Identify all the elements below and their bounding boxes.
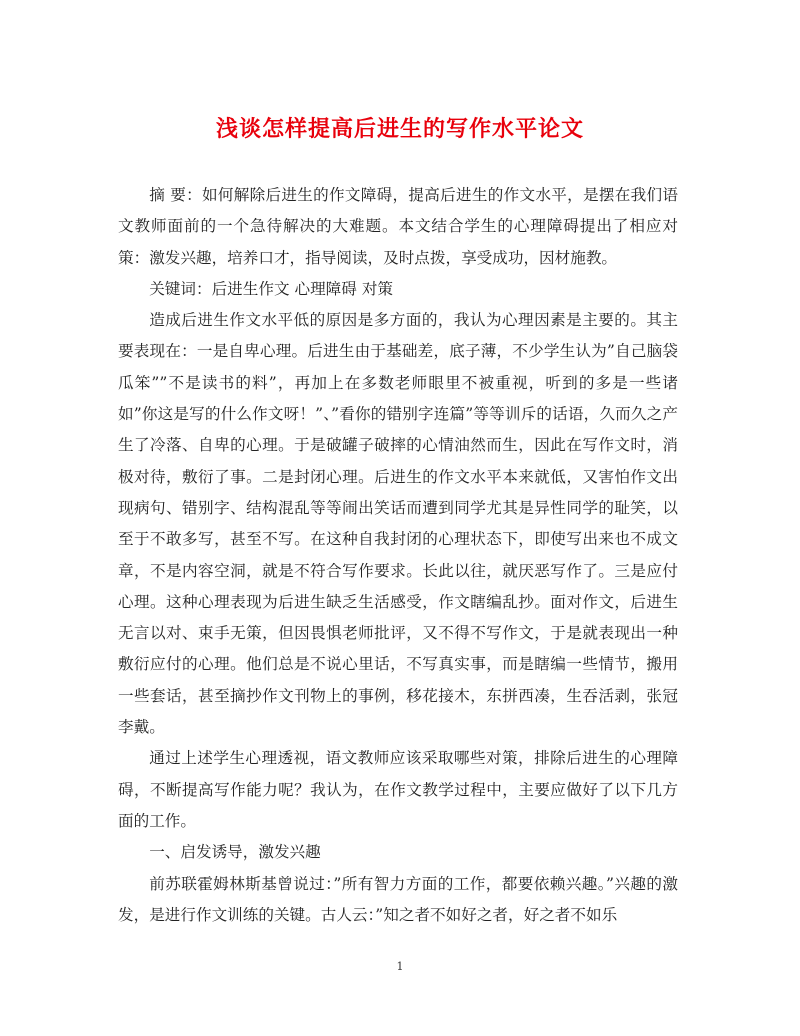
body-paragraph: 通过上述学生心理透视，语文教师应该采取哪些对策，排除后进生的心理障碍，不断提高写作能力呢？我认为，在作文教学过程中，主要应做好了以下几方面的工作。 bbox=[118, 749, 678, 830]
keywords-paragraph: 关键词：后进生作文 心理障碍 对策 bbox=[149, 279, 394, 298]
document-body bbox=[118, 180, 678, 931]
document-title: 浅谈怎样提高后进生的写作水平论文 bbox=[215, 116, 584, 142]
body-paragraph: 前苏联霍姆林斯基曾说过：”所有智力方面的工作，都要依赖兴趣。”兴趣的激发，是进行作文训练的关键。古人云：”知之者不如好之者，好之者不如乐 bbox=[118, 874, 678, 924]
body-paragraph: 造成后进生作文水平低的原因是多方面的，我认为心理因素是主要的。其主要表现在：一是自卑心理。后进生由于基础差，底子薄，不少学生认为”自己脑袋瓜笨””不是读书的料”，再加上在多数老师眼里不被重视，听到的多是一些诸如”你这是写的什么作文呀！”、”看你的错别字连篇”等等训斥的话语，久而久之产生了冷落、自卑的心理。于是破罐子破摔的心情油然而生，因此在写作文时，消极对待，敷衍了事。二是封闭心理。后进生的作文水平本来就低，又害怕作文出现病句、错别字、结构混乱等等闹出笑话而遭到同学尤其是异性同学的耻笑，以至于不敢多写，甚至不写。在这种自我封闭的心理状态下，即使写出来也不成文章，不是内容空洞，就是不符合写作要求。长此以往，就厌恶写作了。三是应付心理。这种心理表现为后进生缺乏生活感受，作文瞎编乱抄。面对作文，后进生无言以对、束手无策，但因畏惧老师批评，又不得不写作文，于是就表现出一种敷衍应付的心理。他们总是不说心里话，不写真实事，而是瞎编一些情节，搬用一些套话，甚至摘抄作文刊物上的事例，移花接木，东拼西凑，生吞活剥，张冠李戴。 bbox=[118, 311, 678, 737]
section-heading: 一、启发诱导，激发兴趣 bbox=[149, 843, 321, 862]
page-number: 1 bbox=[396, 960, 404, 973]
abstract-paragraph: 摘 要：如何解除后进生的作文障碍，提高后进生的作文水平，是摆在我们语文教师面前的一个急待解决的大难题。本文结合学生的心理障碍提出了相应对策：激发兴趣，培养口才，指导阅读，及时点拨，享受成功，因材施教。 bbox=[118, 186, 678, 267]
